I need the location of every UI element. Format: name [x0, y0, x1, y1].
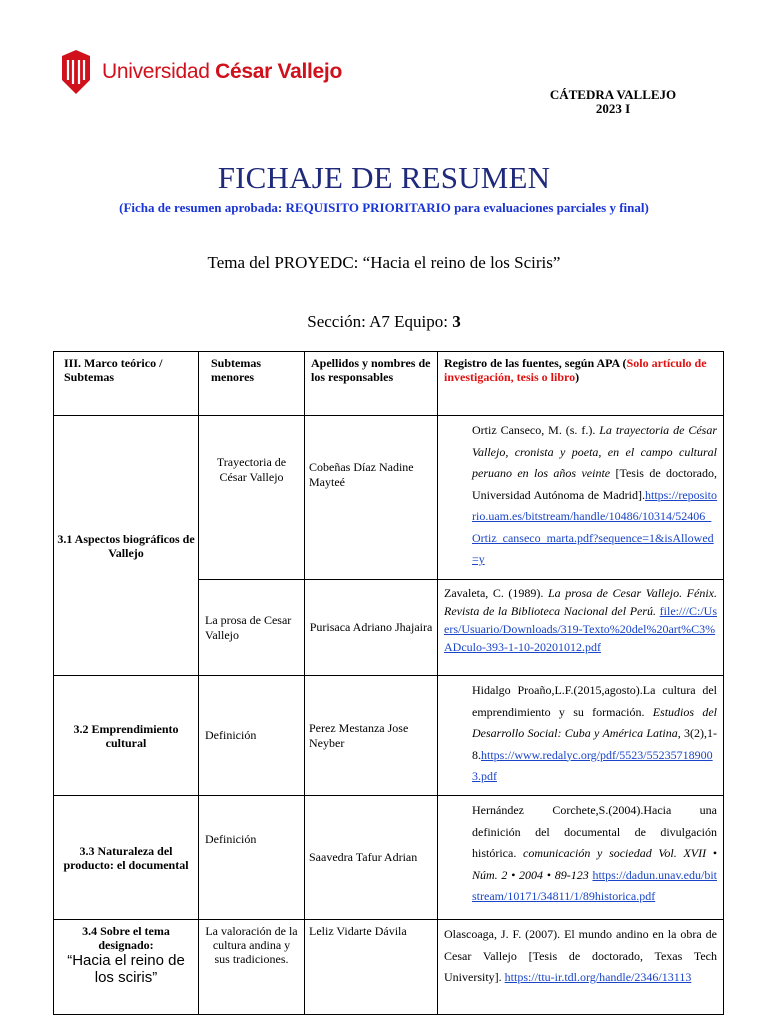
table-row: [54, 676, 724, 796]
table-row: [54, 796, 724, 920]
tema-label: 3.4 Sobre el tema designado:: [82, 924, 170, 952]
header-registro-fuentes: Registro de las fuentes, según APA (Solo artículo de investigación, tesis o libro): [438, 352, 724, 416]
reference-link[interactable]: https://ttu-ir.tdl.org/handle/2346/13113: [504, 970, 692, 984]
responsable-cell: Purisaca Adriano Jhajaira: [305, 580, 438, 676]
subtema-cell: Definición: [199, 796, 305, 920]
tema-cell: [54, 920, 199, 1015]
header-subtemas-menores: Subtemas menores: [199, 352, 305, 416]
responsable-cell: Leliz Vidarte Dávila: [305, 920, 438, 1015]
reference-cell: Hidalgo Proaño,L.F.(2015,agosto).La cultura del emprendimiento y su formación. Estudios del Desarrollo Social: Cuba y América Latina, 3(2),1-8.https://www.redalyc.org/pdf/5523/552357189003.pdf: [438, 676, 724, 796]
reference-cell: Hernández Corchete,S.(2004).Hacia una definición del documental de divulgación histórica. comunicación y sociedad Vol. XVII • Núm. 2 • 2004 • 89-123 https://dadun.unav.edu/bitstream/10171/34811/1/89historica.pdf: [438, 796, 724, 920]
page-title: FICHAJE DE RESUMEN: [217, 160, 551, 195]
subtema-cell: La prosa de Cesar Vallejo: [199, 580, 305, 676]
reference-cell: Olascoaga, J. F. (2007). El mundo andino en la obra de Cesar Vallejo [Tesis de doctorado, Texas Tech University]. https://ttu-ir.tdl.org/handle/2346/13113: [438, 920, 724, 1015]
summary-table: [53, 351, 724, 1015]
subtema-cell: Trayectoria de César Vallejo: [199, 416, 305, 580]
tema-cell: 3.3 Naturaleza del producto: el documental: [54, 796, 199, 920]
tema-cell: 3.1 Aspectos biográficos de Vallejo: [54, 416, 199, 676]
section-team: Sección: A7 Equipo: 3: [307, 312, 461, 331]
tema-quote: “Hacia el reino de los sciris”: [67, 952, 185, 986]
catedra-period: 2023 I: [595, 101, 631, 116]
reference-link[interactable]: https://www.redalyc.org/pdf/5523/552357189003.pdf: [472, 747, 713, 783]
university-name: Universidad César Vallejo: [102, 60, 342, 83]
header-responsables: Apellidos y nombres de los responsables: [305, 352, 438, 416]
catedra-title: CÁTEDRA VALLEJO: [549, 87, 677, 102]
subtema-cell: La valoración de la cultura andina y sus tradiciones.: [199, 920, 305, 1015]
table-row: [54, 920, 724, 1015]
responsable-cell: Perez Mestanza Jose Neyber: [305, 676, 438, 796]
header-marco-teorico: III. Marco teórico / Subtemas: [54, 352, 199, 416]
table-row: [54, 416, 724, 580]
responsable-cell: Saavedra Tafur Adrian: [305, 796, 438, 920]
table-header-row: [54, 352, 724, 416]
reference-link[interactable]: file:///C:/Users/Usuario/Downloads/319-Texto%20del%20art%C3%ADculo-393-1-10-20201012.pdf: [444, 604, 717, 654]
reference-cell: Ortiz Canseco, M. (s. f.). La trayectoria de César Vallejo, cronista y poeta, en el campo cultural peruano en los años veinte [Tesis de doctorado, Universidad Autónoma de Madrid].https://repositorio.uam.es/bitstream/handle/10486/10314/52406_Ortiz_canseco_marta.pdf?sequence=1&isAllowed=y: [438, 416, 724, 580]
reference-link[interactable]: https://dadun.unav.edu/bitstream/10171/34811/1/89historica.pdf: [472, 867, 717, 903]
tema-cell: 3.2 Emprendimiento cultural: [54, 676, 199, 796]
reference-cell: Zavaleta, C. (1989). La prosa de Cesar Vallejo. Fénix. Revista de la Biblioteca Nacional del Perú. file:///C:/Users/Usuario/Downloads/319-Texto%20del%20art%C3%ADculo-393-1-10-20201012.pdf: [438, 580, 724, 676]
subtema-cell: Definición: [199, 676, 305, 796]
page-subtitle: (Ficha de resumen aprobada: REQUISITO PRIORITARIO para evaluaciones parciales y final): [119, 200, 649, 215]
responsable-cell: Cobeñas Díaz Nadine Mayteé: [305, 416, 438, 580]
ucv-shield-icon: [60, 50, 92, 94]
university-logo: [60, 50, 342, 94]
project-theme: Tema del PROYEDC: “Hacia el reino de los Sciris”: [207, 253, 561, 272]
reference-link[interactable]: https://repositorio.uam.es/bitstream/handle/10486/10314/52406_Ortiz_canseco_marta.pdf?sequence=1&isAllowed=y: [472, 487, 717, 566]
catedra-label: [520, 88, 706, 116]
